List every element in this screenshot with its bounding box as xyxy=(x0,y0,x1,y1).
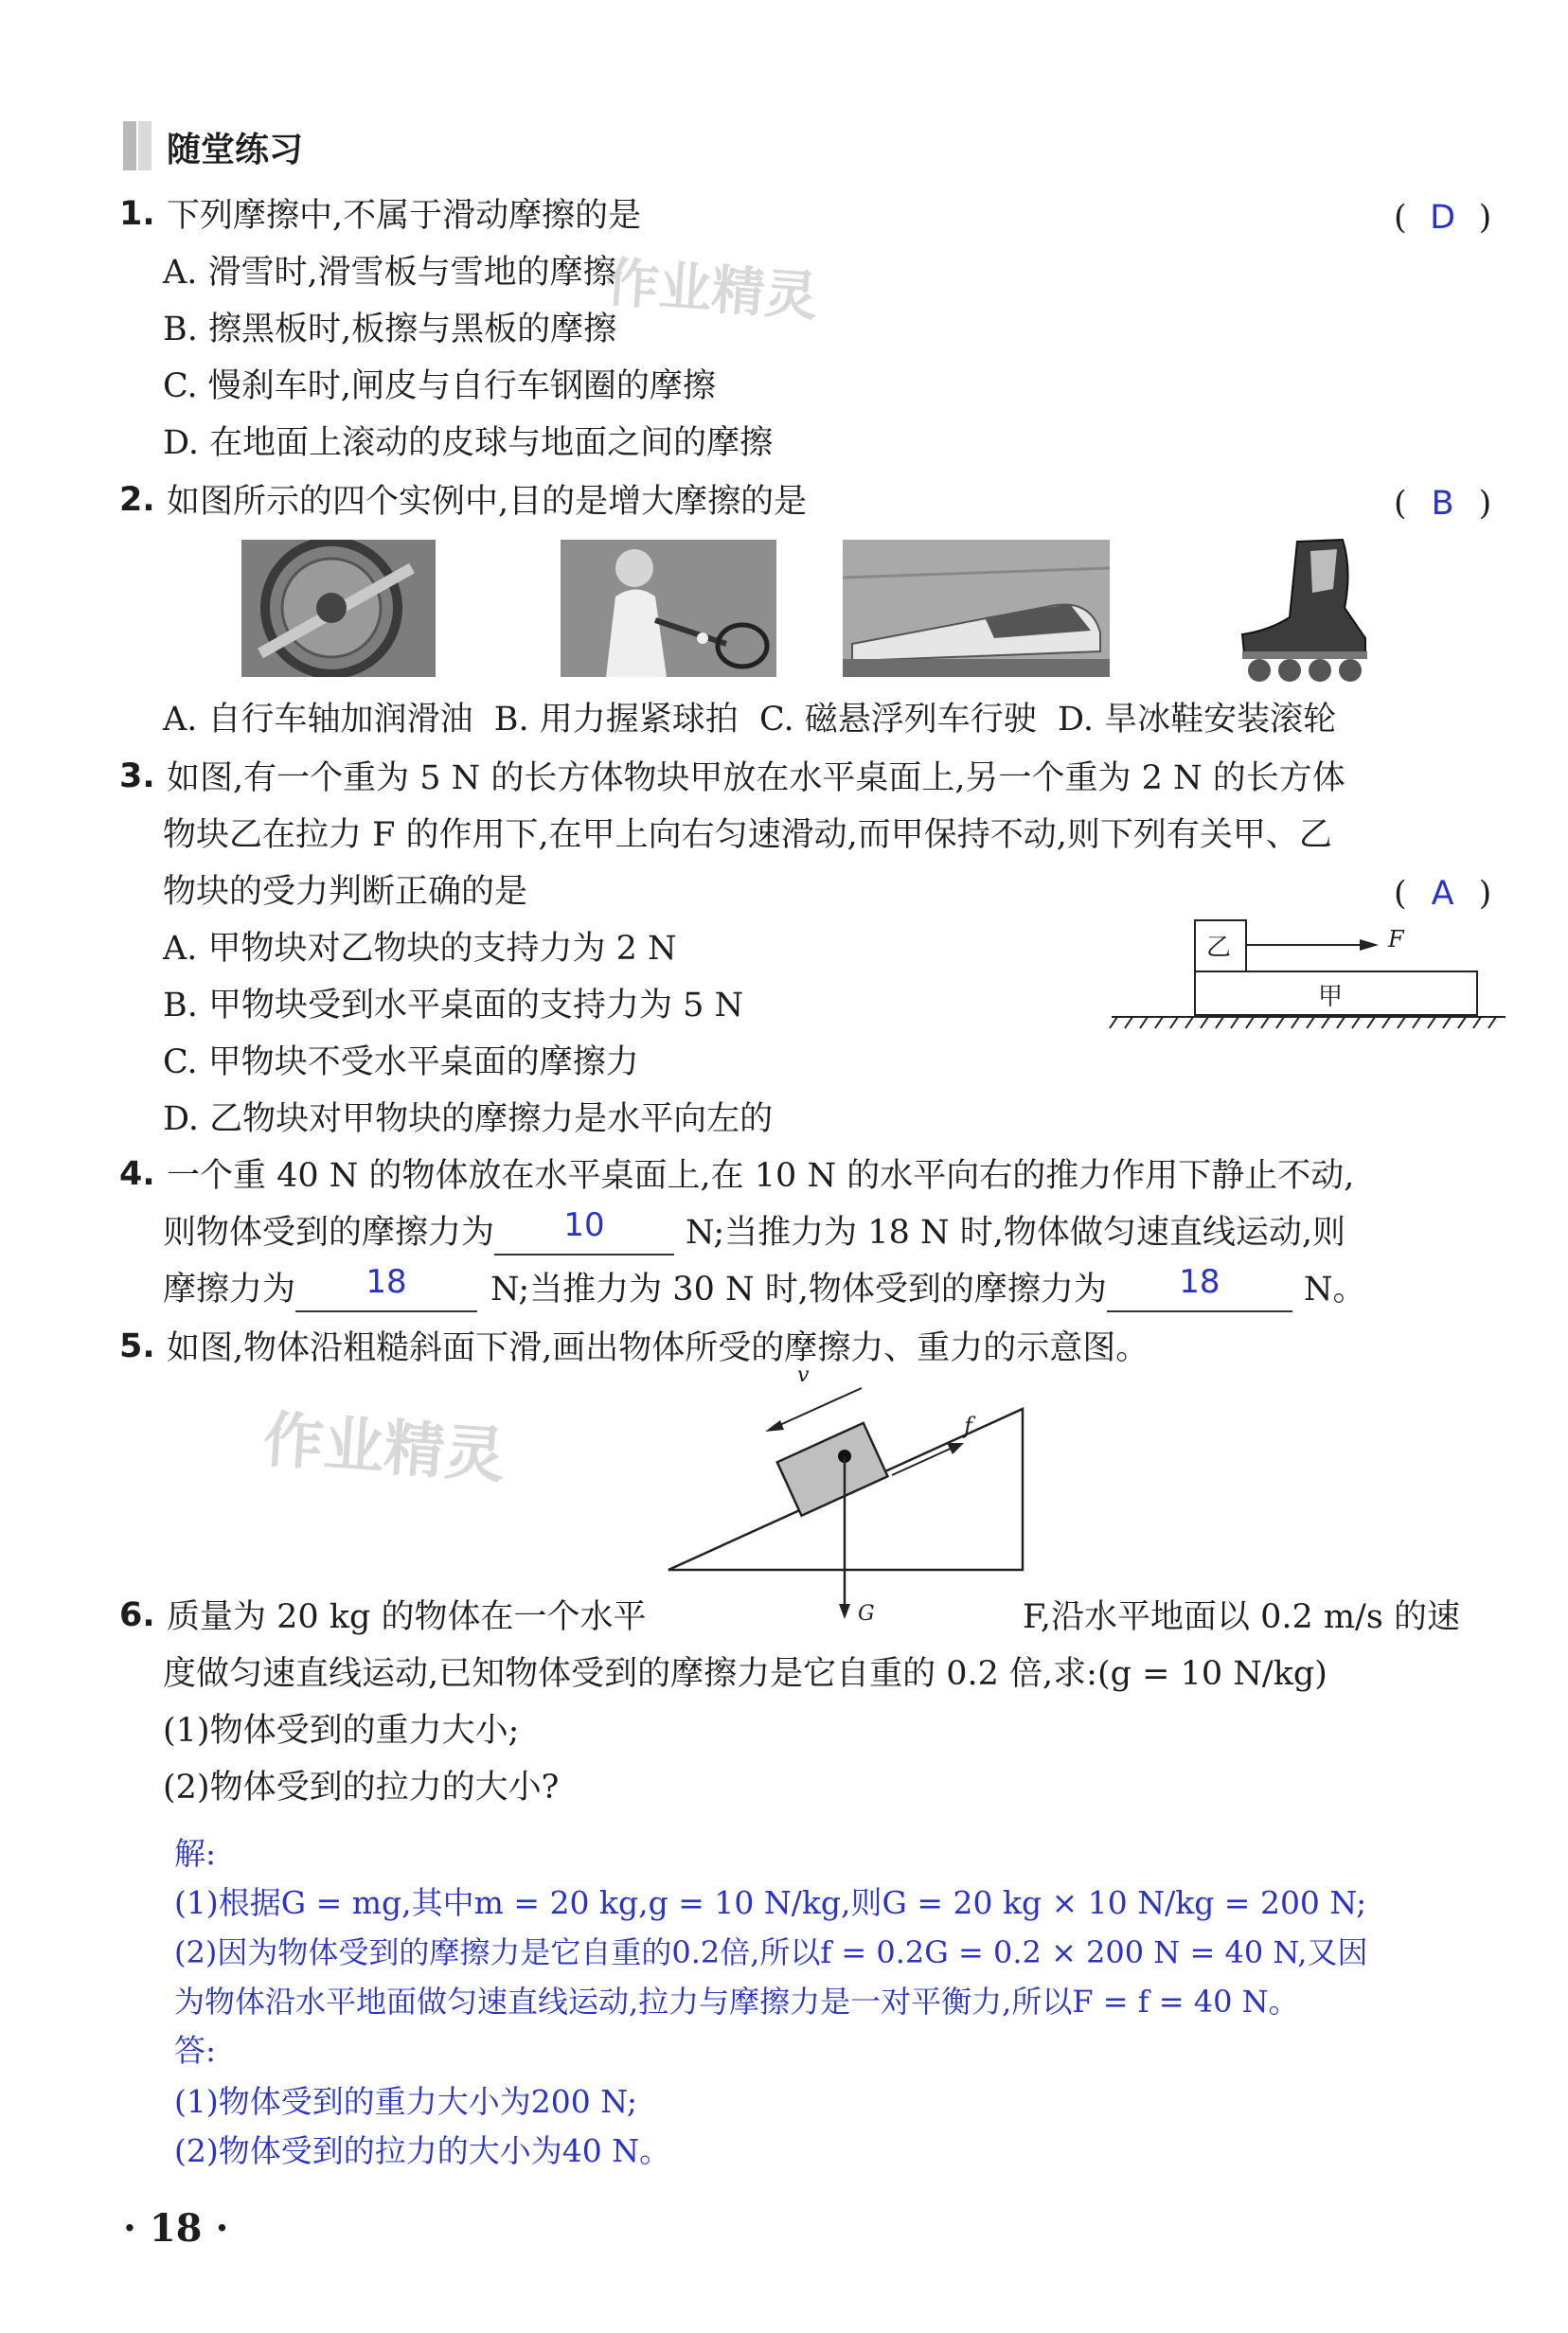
q1-answer-bracket: ( D ) xyxy=(1394,195,1491,240)
answer-2: (2)物体受到的拉力的大小为40 N。 xyxy=(174,2132,671,2169)
q6-number: 6. xyxy=(119,1596,155,1634)
q1-option-d: D. 在地面上滚动的皮球与地面之间的摩擦 xyxy=(163,424,774,462)
q3-option-d: D. 乙物块对甲物块的摩擦力是水平向左的 xyxy=(163,1100,774,1138)
q4-line2 xyxy=(163,1206,1345,1256)
q4-text: 摩擦力为 xyxy=(163,1271,296,1309)
solution-step-2a: (2)因为物体受到的摩擦力是它自重的0.2倍,所以f = 0.2G = 0.2 × 200 N = 40 N,又因 xyxy=(174,1934,1368,1970)
q4-blank-2-answer: 18 xyxy=(365,1263,407,1301)
q2-options: A. 自行车轴加润滑油 B. 用力握紧球拍 C. 磁悬浮列车行驶 D. 旱冰鞋安装滚轮 xyxy=(163,701,1337,739)
q4-text: 则物体受到的摩擦力为 xyxy=(163,1214,495,1252)
photo-maglev-train xyxy=(843,540,1110,677)
q3-stem-line: 如图,有一个重为 5 N 的长方体物块甲放在水平桌面上,另一个重为 2 N 的长方体 xyxy=(167,759,1345,797)
roller-skate-icon xyxy=(1231,532,1373,684)
q1-option-b: B. 擦黑板时,板擦与黑板的摩擦 xyxy=(163,311,617,348)
q3-figure xyxy=(1108,918,1515,1032)
q6-sub2: (2)物体受到的拉力的大小? xyxy=(163,1769,560,1807)
q4-line1: 一个重 40 N 的物体放在水平桌面上,在 10 N 的水平向右的推力作用下静止不动, xyxy=(167,1157,1355,1195)
q3-option-a: A. 甲物块对乙物块的支持力为 2 N xyxy=(163,930,677,968)
q3-stem-line: 物块的受力判断正确的是 xyxy=(163,873,528,911)
bicycle-wheel-icon xyxy=(241,540,436,677)
q2-answer: B xyxy=(1431,485,1454,523)
q3-stem-line: 物块乙在拉力 F 的作用下,在甲上向右匀速滑动,而甲保持不动,则下列有关甲、乙 xyxy=(163,816,1332,854)
q4-blank-2 xyxy=(295,1263,477,1312)
q1-option-a: A. 滑雪时,滑雪板与雪地的摩擦 xyxy=(163,254,616,292)
force-f-label: F xyxy=(1388,926,1404,953)
section-title: 随堂练习 xyxy=(167,131,304,169)
q1-option-c: C. 慢刹车时,闸皮与自行车钢圈的摩擦 xyxy=(163,367,716,405)
velocity-label: v xyxy=(797,1363,810,1387)
tennis-player-icon xyxy=(561,540,776,677)
q4-blank-3-answer: 18 xyxy=(1179,1263,1221,1301)
q1-answer: D xyxy=(1430,199,1456,237)
answer-1: (1)物体受到的重力大小为200 N; xyxy=(174,2083,638,2120)
watermark: 作业精灵 xyxy=(260,1405,508,1492)
q6-line2: 度做匀速直线运动,已知物体受到的摩擦力是它自重的 0.2 倍,求:(g = 10 N/kg) xyxy=(163,1655,1327,1693)
q5-stem: 如图,物体沿粗糙斜面下滑,画出物体所受的摩擦力、重力的示意图。 xyxy=(167,1329,1149,1367)
q4-blank-3 xyxy=(1107,1263,1292,1312)
photo-tennis-player xyxy=(561,540,776,677)
page-number: · 18 · xyxy=(123,2206,229,2251)
photo-bicycle-axle xyxy=(241,540,436,677)
gravity-label: G xyxy=(858,1602,875,1626)
block-yi-label: 乙 xyxy=(1206,934,1232,962)
q5-figure xyxy=(663,1363,1042,1638)
q6-line1-b: F,沿水平地面以 0.2 m/s 的速 xyxy=(1023,1598,1460,1636)
section-header xyxy=(123,121,350,170)
q2-stem: 如图所示的四个实例中,目的是增大摩擦的是 xyxy=(167,483,808,521)
q3-option-c: C. 甲物块不受水平桌面的摩擦力 xyxy=(163,1043,639,1081)
q3-option-b: B. 甲物块受到水平桌面的支持力为 5 N xyxy=(163,987,744,1024)
friction-label: f xyxy=(964,1413,972,1439)
solution-step-1: (1)根据G = mg,其中m = 20 kg,g = 10 N/kg,则G = 20 kg × 10 N/kg = 200 N; xyxy=(174,1884,1367,1921)
solution-label: 解: xyxy=(174,1835,217,1872)
solution-step-2b: 为物体沿水平地面做匀速直线运动,拉力与摩擦力是一对平衡力,所以F = f = 40 N。 xyxy=(174,1984,1299,2020)
q2-answer-bracket: ( B ) xyxy=(1394,481,1491,526)
watermark: 作业精灵 xyxy=(603,252,820,329)
q2-number: 2. xyxy=(119,481,155,519)
q3-number: 3. xyxy=(119,757,155,795)
q6-line1-a: 质量为 20 kg 的物体在一个水平 xyxy=(167,1598,647,1636)
q1-number: 1. xyxy=(119,195,155,233)
train-icon xyxy=(843,540,1110,677)
q1-stem: 下列摩擦中,不属于滑动摩擦的是 xyxy=(167,197,642,235)
q5-number: 5. xyxy=(119,1327,155,1365)
q4-line3 xyxy=(163,1263,1366,1312)
q4-blank-1 xyxy=(494,1206,674,1256)
q4-number: 4. xyxy=(119,1155,155,1193)
q3-answer-bracket: ( A ) xyxy=(1394,871,1491,917)
photo-roller-skate xyxy=(1231,532,1373,684)
q4-text: N;当推力为 18 N 时,物体做匀速直线运动,则 xyxy=(686,1214,1345,1252)
q3-answer: A xyxy=(1431,875,1454,913)
q6-sub1: (1)物体受到的重力大小; xyxy=(163,1712,520,1750)
q4-text: N。 xyxy=(1303,1271,1366,1309)
q4-blank-1-answer: 10 xyxy=(563,1206,605,1244)
q4-text: N;当推力为 30 N 时,物体受到的摩擦力为 xyxy=(490,1271,1107,1309)
block-jia-label: 甲 xyxy=(1318,983,1344,1011)
header-bar-2 xyxy=(138,121,151,170)
answer-label: 答: xyxy=(174,2032,217,2069)
header-bar xyxy=(123,121,136,170)
